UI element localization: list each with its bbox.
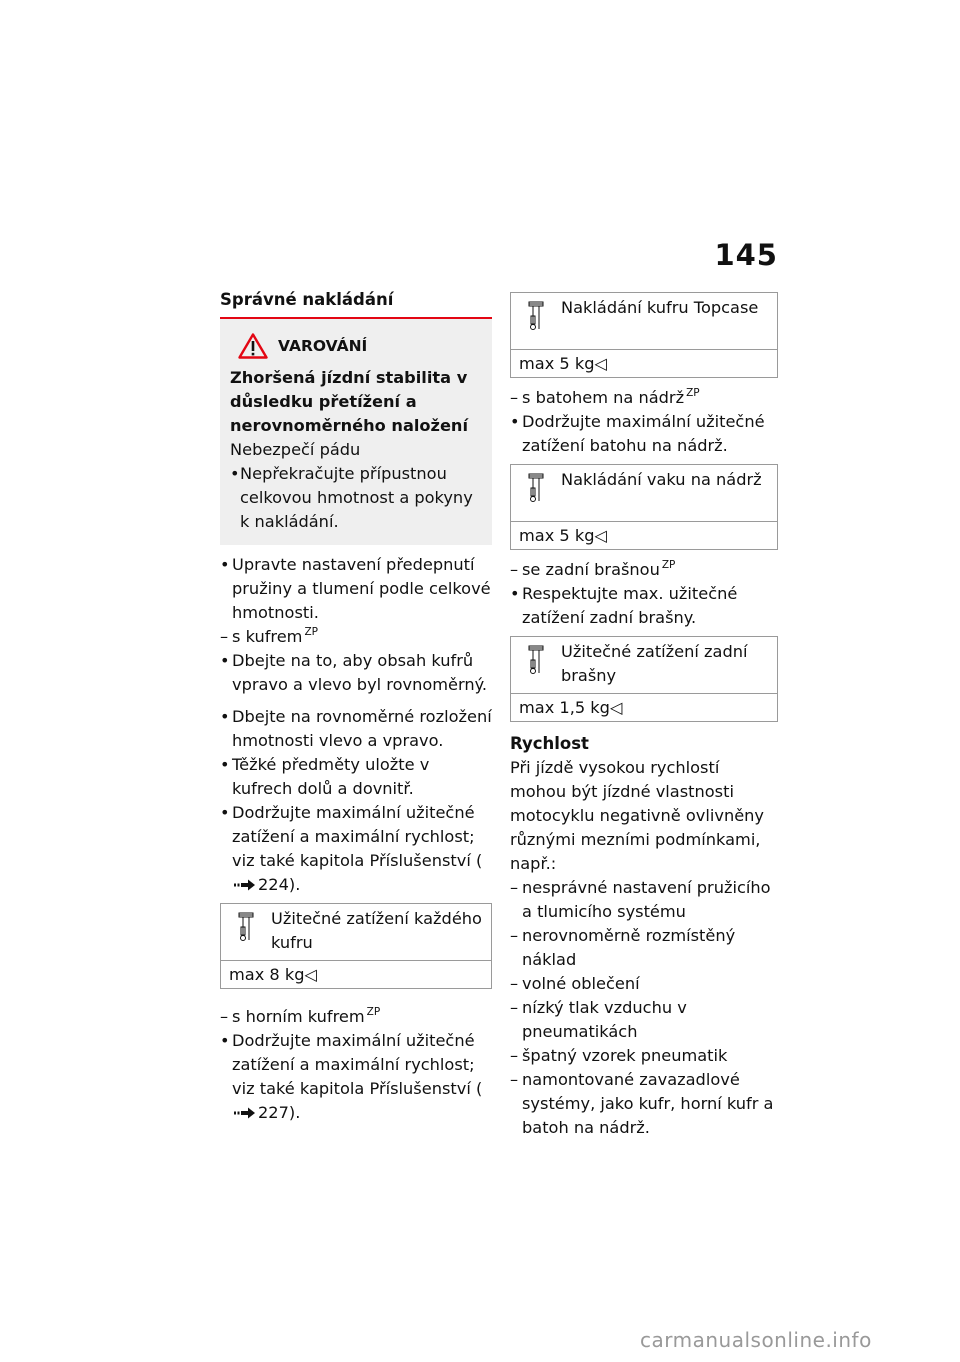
list-item: • Dodržujte maximální užitečné zatížení batohu na nádrž.: [510, 412, 765, 455]
list-item: • Dbejte na rovnoměrné rozložení hmotnosti vlevo a vpravo.: [220, 707, 492, 750]
list-item: – s batohem na nádrž $^{ZP}$: [510, 387, 700, 407]
spec-table: [220, 903, 492, 989]
list-item: – volné oblečení: [510, 974, 640, 993]
spec-value: max 8 kg◁: [229, 965, 317, 984]
spec-value: max 1,5 kg◁: [519, 698, 623, 717]
warning-label: VAROVÁNÍ: [278, 337, 368, 355]
spec-value: max 5 kg◁: [519, 354, 607, 373]
load-weight-icon: [511, 637, 561, 693]
spec-title: Užitečné zatížení zadní brašny: [561, 642, 748, 685]
right-column: [510, 288, 778, 1140]
warning-box: [220, 319, 492, 545]
list-item: • Dodržujte maximální užitečné zatížení a maximální rychlost; viz také kapitola Příslušenství ( 224).: [220, 803, 483, 894]
warning-triangle-icon: [238, 333, 268, 359]
spec-title: Nakládání vaku na nádrž: [561, 470, 762, 489]
speed-title: Rychlost: [510, 734, 589, 753]
list-item: – nerovnoměrně rozmístěný náklad: [510, 926, 736, 969]
load-weight-icon: [221, 904, 271, 960]
section-title: Správné nakládání: [220, 290, 394, 309]
page-number: 145: [714, 238, 778, 272]
list-item: • Dbejte na to, aby obsah kufrů vpravo a vlevo byl rovnoměrný.: [220, 651, 488, 694]
page-reference[interactable]: 227: [258, 1103, 289, 1122]
load-weight-icon: [511, 465, 561, 521]
warning-item: • Nepřekračujte přípustnou celkovou hmotnost a pokyny k nakládání.: [230, 464, 473, 531]
warning-danger: Nebezpečí pádu: [230, 440, 361, 459]
spec-value: max 5 kg◁: [519, 526, 607, 545]
list-item: – namontované zavazadlové systémy, jako kufr, horní kufr a batoh na nádrž.: [510, 1070, 774, 1137]
list-item: – nízký tlak vzduchu v pneumatikách: [510, 998, 687, 1041]
speed-text: Při jízdě vysokou rychlostí mohou být jízdné vlastnosti motocyklu negativně ovlivněny různými mezními podmínkami, např.:: [510, 758, 764, 873]
spec-title: Nakládání kufru Topcase: [561, 298, 759, 317]
spec-table: [510, 292, 778, 378]
list-item: – se zadní brašnou $^{ZP}$: [510, 559, 676, 579]
list-item: – s kufrem $^{ZP}$: [220, 626, 318, 646]
spec-table: [510, 636, 778, 722]
list-item: • Těžké předměty uložte v kufrech dolů a dovnitř.: [220, 755, 430, 798]
spec-title: Užitečné zatížení každého kufru: [271, 909, 482, 952]
warning-heading: Zhoršená jízdní stabilita v důsledku přetížení a nerovnoměrného naložení: [230, 368, 469, 435]
page-reference-arrow-icon: [234, 879, 256, 891]
warning-list: [230, 462, 482, 534]
load-weight-icon: [511, 293, 561, 349]
list-item: – nesprávné nastavení pružicího a tlumicího systému: [510, 878, 771, 921]
list-item: • Respektujte max. užitečné zatížení zadní brašny.: [510, 584, 738, 627]
page-reference[interactable]: 224: [258, 875, 289, 894]
list-item: • Dodržujte maximální užitečné zatížení a maximální rychlost; viz také kapitola Příslušenství ( 227).: [220, 1031, 483, 1122]
watermark: carmanualsonline.info: [640, 1328, 872, 1352]
page-reference-arrow-icon: [234, 1107, 256, 1119]
list-item: – špatný vzorek pneumatik: [510, 1046, 728, 1065]
left-column: [220, 288, 492, 1125]
spec-table: [510, 464, 778, 550]
list-item: – s horním kufrem $^{ZP}$: [220, 1006, 381, 1026]
list-item: • Upravte nastavení předepnutí pružiny a tlumení podle celkové hmotnosti.: [220, 555, 491, 622]
warning-header: [238, 333, 482, 359]
